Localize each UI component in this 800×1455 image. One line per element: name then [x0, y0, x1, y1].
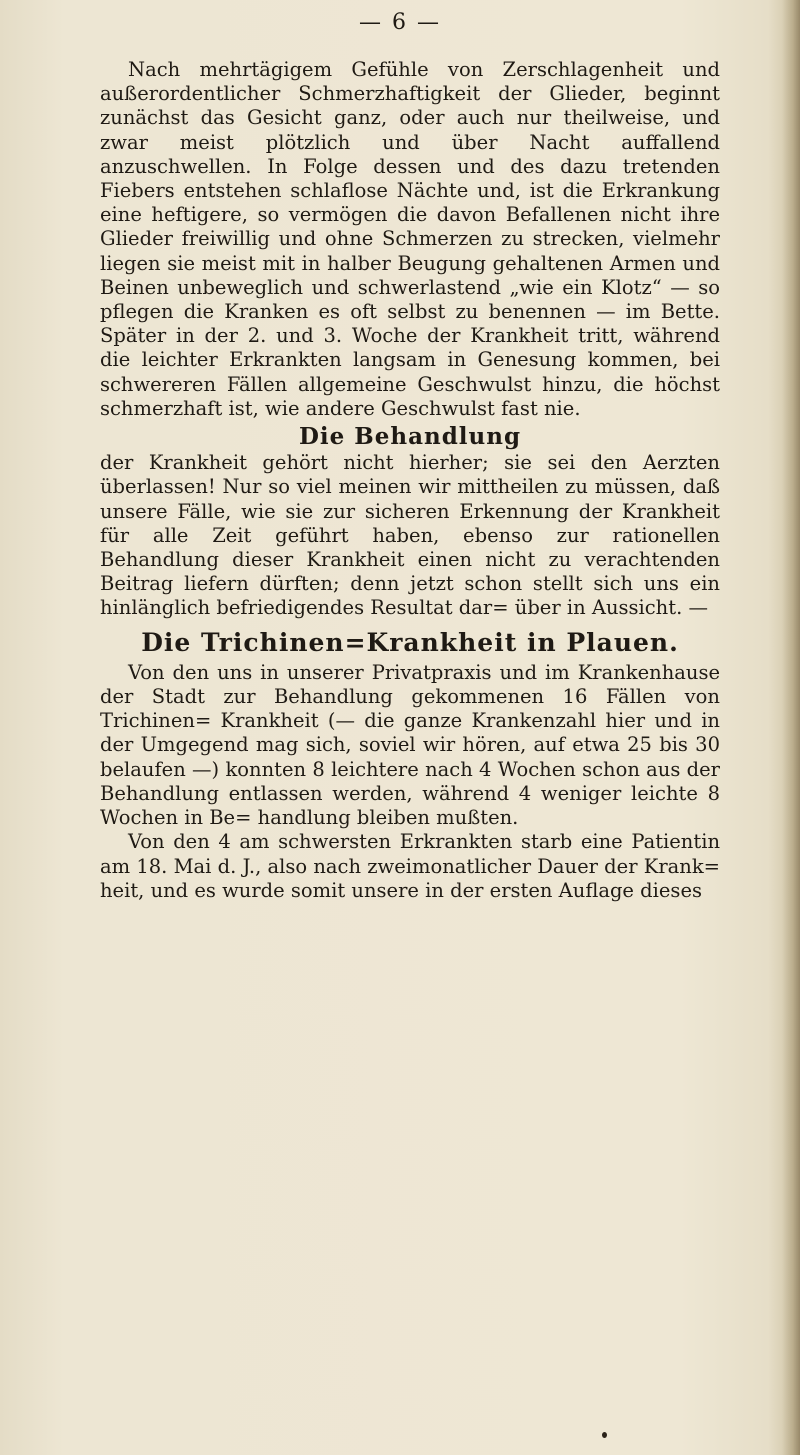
- paragraph-cases: Von den uns in unserer Privatpraxis und im Krankenhause der Stadt zur Behandlung gekommenen 16 Fällen von Trichinen= Krankheit (— die ganze Krankenzahl hier und in der Umgegend mag sich, soviel wir hören, auf etwa 25 bis 30 belaufen —) konnten 8 leichtere nach 4 Wochen schon aus der Behandlung entlassen werden, während 4 weniger leichte 8 Wochen in Be= handlung bleiben mußten.: [100, 660, 720, 830]
- section-heading-plauen: Die Trichinen=Krankheit in Plauen.: [141, 627, 679, 657]
- page-number: — 6 —: [359, 10, 441, 35]
- paragraph-symptoms: Nach mehrtägigem Gefühle von Zerschlagenheit und außerordentlicher Schmerzhaftigkeit der Glieder, beginnt zunächst das Gesicht ganz, oder auch nur theilweise, und zwar meist plötzlich und über Nacht auffallend anzuschwellen. In Folge dessen und des dazu tretenden Fiebers entstehen schlaflose Nächte und, ist die Erkrankung eine heftigere, so vermögen die davon Befallenen nicht ihre Glieder freiwillig und ohne Schmerzen zu strecken, vielmehr liegen sie meist mit in halber Beugung gehaltenen Armen und Beinen unbeweglich und schwerlastend „wie ein Klotz“ — so pflegen die Kranken es oft selbst zu benennen — im Bette. Später in der 2. und 3. Woche der Krankheit tritt, während die leichter Erkrankten langsam in Genesung kommen, bei schwereren Fällen allgemeine Geschwulst hinzu, die höchst schmerzhaft ist, wie andere Geschwulst fast nie.: [100, 58, 720, 420]
- section-heading-treatment: Die Behandlung: [298, 423, 522, 451]
- ink-dot: [602, 1432, 607, 1438]
- page-edge-shadow: [782, 0, 800, 1455]
- paragraph-treatment: der Krankheit gehört nicht hierher; sie sei den Aerzten überlassen! Nur so viel meinen wir mittheilen zu müssen, daß unsere Fälle, wie sie zur sicheren Erkennung der Krankheit für alle Zeit geführt haben, ebenso zur rationellen Behandlung dieser Krankheit einen nicht zu verachtenden Beitrag liefern dürften; denn jetzt schon stellt sich uns ein hinlänglich befriedigendes Resultat dar= über in Aussicht. —: [100, 451, 720, 620]
- document-body: [100, 58, 720, 903]
- paragraph-deaths: Von den 4 am schwersten Erkrankten starb eine Patientin am 18. Mai d. J., also nach zweimonatlicher Dauer der Krank= heit, und es wurde somit unsere in der ersten Auflage dieses: [100, 830, 720, 902]
